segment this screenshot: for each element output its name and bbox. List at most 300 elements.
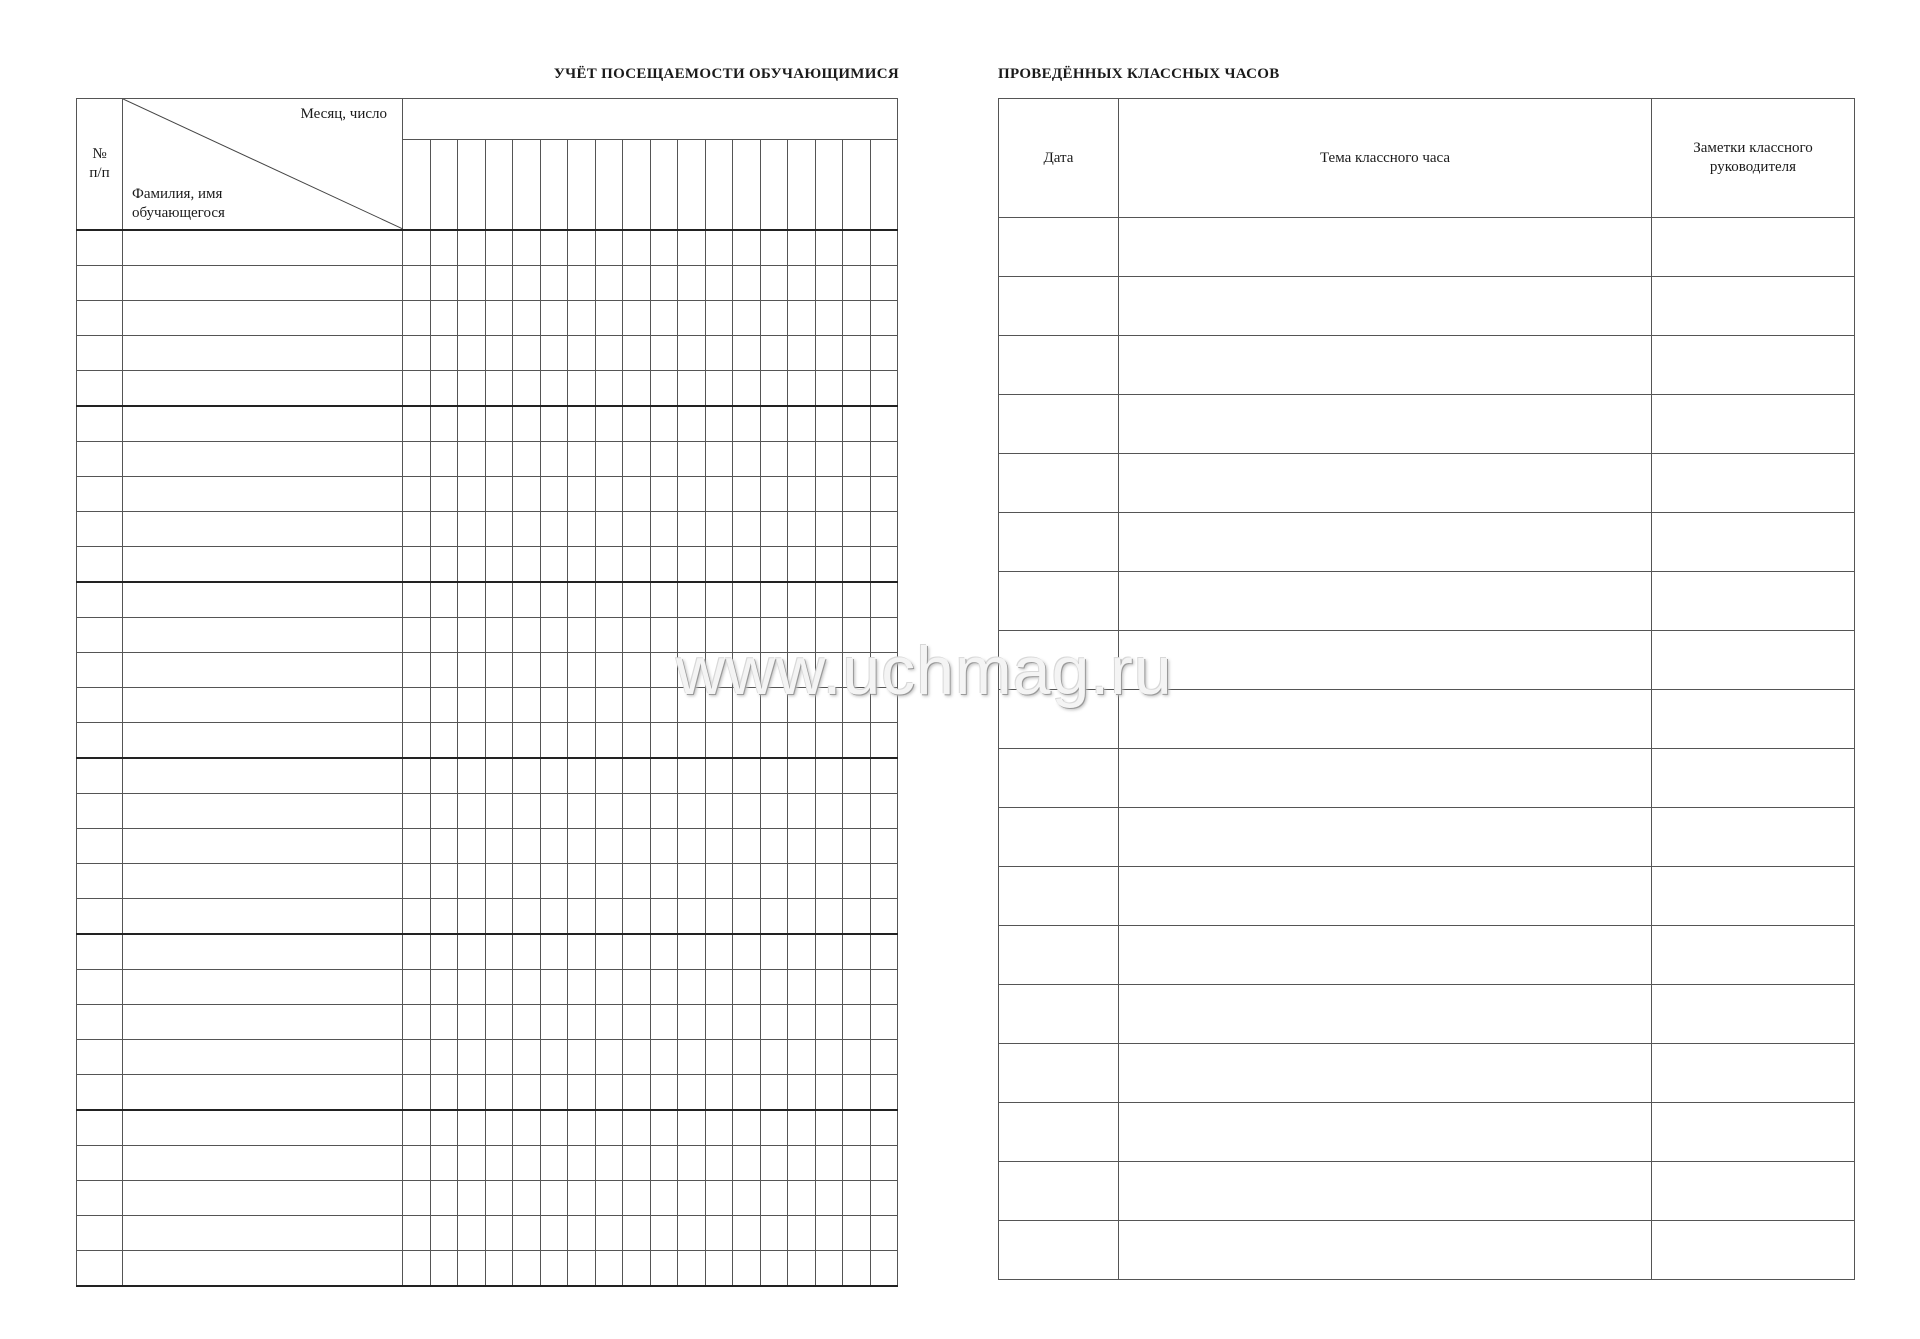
topic-cell[interactable] — [1119, 1103, 1652, 1162]
attendance-mark-cell[interactable] — [430, 1251, 458, 1287]
attendance-mark-cell[interactable] — [650, 1181, 678, 1216]
attendance-mark-cell[interactable] — [705, 582, 733, 618]
attendance-mark-cell[interactable] — [623, 970, 651, 1005]
student-name-cell[interactable] — [123, 442, 403, 477]
attendance-mark-cell[interactable] — [760, 618, 788, 653]
attendance-mark-cell[interactable] — [568, 794, 596, 829]
student-name-cell[interactable] — [123, 794, 403, 829]
attendance-mark-cell[interactable] — [870, 1251, 898, 1287]
attendance-mark-cell[interactable] — [430, 512, 458, 547]
row-number-cell[interactable] — [77, 653, 123, 688]
attendance-mark-cell[interactable] — [513, 758, 541, 794]
attendance-mark-cell[interactable] — [540, 1216, 568, 1251]
attendance-mark-cell[interactable] — [843, 477, 871, 512]
attendance-mark-cell[interactable] — [760, 934, 788, 970]
attendance-mark-cell[interactable] — [430, 547, 458, 583]
attendance-mark-cell[interactable] — [788, 758, 816, 794]
attendance-mark-cell[interactable] — [870, 794, 898, 829]
attendance-mark-cell[interactable] — [650, 1146, 678, 1181]
notes-cell[interactable] — [1652, 749, 1855, 808]
attendance-mark-cell[interactable] — [568, 688, 596, 723]
attendance-mark-cell[interactable] — [458, 794, 486, 829]
attendance-mark-cell[interactable] — [623, 618, 651, 653]
attendance-mark-cell[interactable] — [568, 829, 596, 864]
attendance-mark-cell[interactable] — [733, 371, 761, 407]
attendance-mark-cell[interactable] — [733, 230, 761, 266]
attendance-mark-cell[interactable] — [815, 301, 843, 336]
row-number-cell[interactable] — [77, 1181, 123, 1216]
attendance-mark-cell[interactable] — [678, 758, 706, 794]
attendance-mark-cell[interactable] — [623, 266, 651, 301]
student-name-cell[interactable] — [123, 582, 403, 618]
attendance-mark-cell[interactable] — [595, 1005, 623, 1040]
notes-cell[interactable] — [1652, 572, 1855, 631]
notes-cell[interactable] — [1652, 690, 1855, 749]
attendance-mark-cell[interactable] — [650, 934, 678, 970]
row-number-cell[interactable] — [77, 899, 123, 935]
attendance-mark-cell[interactable] — [513, 1110, 541, 1146]
attendance-mark-cell[interactable] — [568, 618, 596, 653]
attendance-mark-cell[interactable] — [788, 547, 816, 583]
attendance-mark-cell[interactable] — [650, 794, 678, 829]
attendance-mark-cell[interactable] — [678, 970, 706, 1005]
row-number-cell[interactable] — [77, 794, 123, 829]
attendance-mark-cell[interactable] — [458, 1181, 486, 1216]
attendance-mark-cell[interactable] — [430, 899, 458, 935]
attendance-mark-cell[interactable] — [815, 794, 843, 829]
date-cell[interactable] — [999, 218, 1119, 277]
date-cell[interactable] — [999, 1044, 1119, 1103]
attendance-mark-cell[interactable] — [788, 336, 816, 371]
date-cell[interactable] — [999, 1103, 1119, 1162]
attendance-mark-cell[interactable] — [430, 794, 458, 829]
attendance-mark-cell[interactable] — [403, 1005, 431, 1040]
attendance-mark-cell[interactable] — [650, 653, 678, 688]
attendance-mark-cell[interactable] — [705, 1110, 733, 1146]
attendance-mark-cell[interactable] — [485, 442, 513, 477]
attendance-mark-cell[interactable] — [513, 688, 541, 723]
attendance-mark-cell[interactable] — [485, 688, 513, 723]
student-name-cell[interactable] — [123, 934, 403, 970]
attendance-mark-cell[interactable] — [623, 512, 651, 547]
attendance-mark-cell[interactable] — [595, 477, 623, 512]
attendance-mark-cell[interactable] — [403, 829, 431, 864]
attendance-mark-cell[interactable] — [430, 934, 458, 970]
row-number-cell[interactable] — [77, 477, 123, 512]
attendance-mark-cell[interactable] — [595, 618, 623, 653]
attendance-mark-cell[interactable] — [513, 547, 541, 583]
attendance-mark-cell[interactable] — [540, 1075, 568, 1111]
day-header-cell[interactable] — [678, 140, 706, 230]
attendance-mark-cell[interactable] — [595, 301, 623, 336]
attendance-mark-cell[interactable] — [513, 934, 541, 970]
attendance-mark-cell[interactable] — [870, 899, 898, 935]
attendance-mark-cell[interactable] — [733, 794, 761, 829]
day-header-cell[interactable] — [458, 140, 486, 230]
attendance-mark-cell[interactable] — [678, 301, 706, 336]
topic-cell[interactable] — [1119, 336, 1652, 395]
attendance-mark-cell[interactable] — [733, 829, 761, 864]
attendance-mark-cell[interactable] — [843, 582, 871, 618]
attendance-mark-cell[interactable] — [870, 1110, 898, 1146]
attendance-mark-cell[interactable] — [485, 1110, 513, 1146]
attendance-mark-cell[interactable] — [403, 1216, 431, 1251]
attendance-mark-cell[interactable] — [733, 266, 761, 301]
attendance-mark-cell[interactable] — [843, 829, 871, 864]
attendance-mark-cell[interactable] — [458, 1075, 486, 1111]
attendance-mark-cell[interactable] — [513, 230, 541, 266]
attendance-mark-cell[interactable] — [650, 723, 678, 759]
attendance-mark-cell[interactable] — [623, 582, 651, 618]
attendance-mark-cell[interactable] — [870, 1216, 898, 1251]
attendance-mark-cell[interactable] — [870, 1075, 898, 1111]
attendance-mark-cell[interactable] — [458, 266, 486, 301]
attendance-mark-cell[interactable] — [403, 547, 431, 583]
attendance-mark-cell[interactable] — [403, 723, 431, 759]
attendance-mark-cell[interactable] — [540, 934, 568, 970]
attendance-mark-cell[interactable] — [788, 1251, 816, 1287]
attendance-mark-cell[interactable] — [870, 336, 898, 371]
attendance-mark-cell[interactable] — [650, 970, 678, 1005]
attendance-mark-cell[interactable] — [815, 618, 843, 653]
attendance-mark-cell[interactable] — [458, 406, 486, 442]
attendance-mark-cell[interactable] — [595, 970, 623, 1005]
attendance-mark-cell[interactable] — [705, 934, 733, 970]
attendance-mark-cell[interactable] — [870, 406, 898, 442]
attendance-mark-cell[interactable] — [540, 1110, 568, 1146]
attendance-mark-cell[interactable] — [705, 230, 733, 266]
attendance-mark-cell[interactable] — [568, 1216, 596, 1251]
attendance-mark-cell[interactable] — [485, 794, 513, 829]
attendance-mark-cell[interactable] — [870, 1040, 898, 1075]
attendance-mark-cell[interactable] — [485, 1216, 513, 1251]
attendance-mark-cell[interactable] — [733, 582, 761, 618]
attendance-mark-cell[interactable] — [430, 758, 458, 794]
attendance-mark-cell[interactable] — [568, 1110, 596, 1146]
attendance-mark-cell[interactable] — [485, 582, 513, 618]
row-number-cell[interactable] — [77, 442, 123, 477]
attendance-mark-cell[interactable] — [705, 477, 733, 512]
attendance-mark-cell[interactable] — [430, 442, 458, 477]
date-cell[interactable] — [999, 336, 1119, 395]
row-number-cell[interactable] — [77, 582, 123, 618]
topic-cell[interactable] — [1119, 454, 1652, 513]
row-number-cell[interactable] — [77, 1251, 123, 1287]
attendance-mark-cell[interactable] — [595, 582, 623, 618]
attendance-mark-cell[interactable] — [678, 1040, 706, 1075]
attendance-mark-cell[interactable] — [403, 301, 431, 336]
day-header-cell[interactable] — [788, 140, 816, 230]
notes-cell[interactable] — [1652, 867, 1855, 926]
attendance-mark-cell[interactable] — [485, 1040, 513, 1075]
attendance-mark-cell[interactable] — [815, 547, 843, 583]
attendance-mark-cell[interactable] — [870, 1146, 898, 1181]
attendance-mark-cell[interactable] — [403, 1110, 431, 1146]
attendance-mark-cell[interactable] — [760, 653, 788, 688]
attendance-mark-cell[interactable] — [568, 758, 596, 794]
attendance-mark-cell[interactable] — [733, 1146, 761, 1181]
attendance-mark-cell[interactable] — [458, 1216, 486, 1251]
attendance-mark-cell[interactable] — [568, 336, 596, 371]
attendance-mark-cell[interactable] — [458, 1251, 486, 1287]
attendance-mark-cell[interactable] — [623, 653, 651, 688]
attendance-mark-cell[interactable] — [733, 899, 761, 935]
attendance-mark-cell[interactable] — [815, 477, 843, 512]
attendance-mark-cell[interactable] — [870, 688, 898, 723]
attendance-mark-cell[interactable] — [623, 829, 651, 864]
attendance-mark-cell[interactable] — [595, 406, 623, 442]
attendance-mark-cell[interactable] — [760, 899, 788, 935]
attendance-mark-cell[interactable] — [678, 512, 706, 547]
day-header-cell[interactable] — [705, 140, 733, 230]
attendance-mark-cell[interactable] — [403, 512, 431, 547]
attendance-mark-cell[interactable] — [788, 477, 816, 512]
attendance-mark-cell[interactable] — [403, 1146, 431, 1181]
attendance-mark-cell[interactable] — [458, 512, 486, 547]
attendance-mark-cell[interactable] — [623, 477, 651, 512]
attendance-mark-cell[interactable] — [458, 1146, 486, 1181]
attendance-mark-cell[interactable] — [788, 794, 816, 829]
attendance-mark-cell[interactable] — [788, 1110, 816, 1146]
attendance-mark-cell[interactable] — [568, 477, 596, 512]
row-number-cell[interactable] — [77, 1216, 123, 1251]
attendance-mark-cell[interactable] — [403, 618, 431, 653]
student-name-cell[interactable] — [123, 266, 403, 301]
attendance-mark-cell[interactable] — [705, 618, 733, 653]
attendance-mark-cell[interactable] — [458, 864, 486, 899]
attendance-mark-cell[interactable] — [540, 723, 568, 759]
attendance-mark-cell[interactable] — [815, 1075, 843, 1111]
attendance-mark-cell[interactable] — [650, 1075, 678, 1111]
row-number-cell[interactable] — [77, 970, 123, 1005]
date-cell[interactable] — [999, 454, 1119, 513]
attendance-mark-cell[interactable] — [623, 547, 651, 583]
topic-cell[interactable] — [1119, 985, 1652, 1044]
attendance-mark-cell[interactable] — [650, 547, 678, 583]
attendance-mark-cell[interactable] — [458, 934, 486, 970]
student-name-cell[interactable] — [123, 230, 403, 266]
attendance-mark-cell[interactable] — [430, 618, 458, 653]
row-number-cell[interactable] — [77, 406, 123, 442]
attendance-mark-cell[interactable] — [843, 934, 871, 970]
attendance-mark-cell[interactable] — [595, 899, 623, 935]
attendance-mark-cell[interactable] — [760, 723, 788, 759]
attendance-mark-cell[interactable] — [513, 1216, 541, 1251]
attendance-mark-cell[interactable] — [485, 934, 513, 970]
attendance-mark-cell[interactable] — [760, 547, 788, 583]
attendance-mark-cell[interactable] — [485, 547, 513, 583]
attendance-mark-cell[interactable] — [568, 1040, 596, 1075]
attendance-mark-cell[interactable] — [705, 371, 733, 407]
attendance-mark-cell[interactable] — [705, 266, 733, 301]
attendance-mark-cell[interactable] — [705, 1216, 733, 1251]
attendance-mark-cell[interactable] — [458, 1040, 486, 1075]
attendance-mark-cell[interactable] — [678, 547, 706, 583]
notes-cell[interactable] — [1652, 926, 1855, 985]
attendance-mark-cell[interactable] — [540, 442, 568, 477]
attendance-mark-cell[interactable] — [678, 1251, 706, 1287]
attendance-mark-cell[interactable] — [650, 864, 678, 899]
attendance-mark-cell[interactable] — [458, 899, 486, 935]
attendance-mark-cell[interactable] — [870, 582, 898, 618]
attendance-mark-cell[interactable] — [568, 1075, 596, 1111]
attendance-mark-cell[interactable] — [678, 934, 706, 970]
student-name-cell[interactable] — [123, 1075, 403, 1111]
attendance-mark-cell[interactable] — [650, 829, 678, 864]
student-name-cell[interactable] — [123, 723, 403, 759]
attendance-mark-cell[interactable] — [733, 1005, 761, 1040]
attendance-mark-cell[interactable] — [843, 547, 871, 583]
attendance-mark-cell[interactable] — [760, 1075, 788, 1111]
student-name-cell[interactable] — [123, 477, 403, 512]
date-cell[interactable] — [999, 1221, 1119, 1280]
attendance-mark-cell[interactable] — [540, 1181, 568, 1216]
attendance-mark-cell[interactable] — [513, 512, 541, 547]
topic-cell[interactable] — [1119, 218, 1652, 277]
attendance-mark-cell[interactable] — [403, 336, 431, 371]
attendance-mark-cell[interactable] — [843, 336, 871, 371]
attendance-mark-cell[interactable] — [403, 934, 431, 970]
attendance-mark-cell[interactable] — [650, 512, 678, 547]
topic-cell[interactable] — [1119, 1221, 1652, 1280]
row-number-cell[interactable] — [77, 829, 123, 864]
attendance-mark-cell[interactable] — [595, 230, 623, 266]
row-number-cell[interactable] — [77, 1110, 123, 1146]
attendance-mark-cell[interactable] — [650, 371, 678, 407]
topic-cell[interactable] — [1119, 1162, 1652, 1221]
topic-cell[interactable] — [1119, 1044, 1652, 1103]
attendance-mark-cell[interactable] — [733, 934, 761, 970]
notes-cell[interactable] — [1652, 631, 1855, 690]
attendance-mark-cell[interactable] — [815, 899, 843, 935]
date-cell[interactable] — [999, 867, 1119, 926]
attendance-mark-cell[interactable] — [403, 230, 431, 266]
day-header-cell[interactable] — [540, 140, 568, 230]
day-header-cell[interactable] — [815, 140, 843, 230]
student-name-cell[interactable] — [123, 1005, 403, 1040]
attendance-mark-cell[interactable] — [788, 1075, 816, 1111]
attendance-mark-cell[interactable] — [540, 899, 568, 935]
attendance-mark-cell[interactable] — [623, 1216, 651, 1251]
attendance-mark-cell[interactable] — [815, 653, 843, 688]
attendance-mark-cell[interactable] — [458, 547, 486, 583]
attendance-mark-cell[interactable] — [430, 477, 458, 512]
attendance-mark-cell[interactable] — [540, 758, 568, 794]
date-cell[interactable] — [999, 690, 1119, 749]
attendance-mark-cell[interactable] — [595, 723, 623, 759]
attendance-mark-cell[interactable] — [595, 794, 623, 829]
attendance-mark-cell[interactable] — [540, 970, 568, 1005]
attendance-mark-cell[interactable] — [843, 371, 871, 407]
attendance-mark-cell[interactable] — [733, 970, 761, 1005]
attendance-mark-cell[interactable] — [705, 899, 733, 935]
attendance-mark-cell[interactable] — [595, 1251, 623, 1287]
attendance-mark-cell[interactable] — [595, 758, 623, 794]
attendance-mark-cell[interactable] — [485, 723, 513, 759]
attendance-mark-cell[interactable] — [430, 1040, 458, 1075]
attendance-mark-cell[interactable] — [678, 1005, 706, 1040]
notes-cell[interactable] — [1652, 1103, 1855, 1162]
attendance-mark-cell[interactable] — [485, 266, 513, 301]
row-number-cell[interactable] — [77, 547, 123, 583]
attendance-mark-cell[interactable] — [403, 970, 431, 1005]
attendance-mark-cell[interactable] — [513, 477, 541, 512]
attendance-mark-cell[interactable] — [788, 266, 816, 301]
attendance-mark-cell[interactable] — [623, 934, 651, 970]
attendance-mark-cell[interactable] — [595, 934, 623, 970]
attendance-mark-cell[interactable] — [458, 723, 486, 759]
attendance-mark-cell[interactable] — [623, 794, 651, 829]
attendance-mark-cell[interactable] — [705, 688, 733, 723]
attendance-mark-cell[interactable] — [485, 829, 513, 864]
attendance-mark-cell[interactable] — [568, 442, 596, 477]
attendance-mark-cell[interactable] — [788, 406, 816, 442]
attendance-mark-cell[interactable] — [513, 582, 541, 618]
day-header-cell[interactable] — [623, 140, 651, 230]
attendance-mark-cell[interactable] — [678, 653, 706, 688]
student-name-cell[interactable] — [123, 371, 403, 407]
attendance-mark-cell[interactable] — [870, 653, 898, 688]
attendance-mark-cell[interactable] — [513, 618, 541, 653]
row-number-cell[interactable] — [77, 371, 123, 407]
attendance-mark-cell[interactable] — [403, 1181, 431, 1216]
attendance-mark-cell[interactable] — [485, 1005, 513, 1040]
attendance-mark-cell[interactable] — [733, 653, 761, 688]
attendance-mark-cell[interactable] — [430, 336, 458, 371]
attendance-mark-cell[interactable] — [540, 688, 568, 723]
attendance-mark-cell[interactable] — [870, 230, 898, 266]
attendance-mark-cell[interactable] — [485, 970, 513, 1005]
attendance-mark-cell[interactable] — [733, 301, 761, 336]
attendance-mark-cell[interactable] — [733, 758, 761, 794]
attendance-mark-cell[interactable] — [568, 547, 596, 583]
attendance-mark-cell[interactable] — [568, 371, 596, 407]
attendance-mark-cell[interactable] — [430, 371, 458, 407]
attendance-mark-cell[interactable] — [403, 864, 431, 899]
attendance-mark-cell[interactable] — [705, 406, 733, 442]
row-number-cell[interactable] — [77, 230, 123, 266]
attendance-mark-cell[interactable] — [430, 970, 458, 1005]
attendance-mark-cell[interactable] — [430, 864, 458, 899]
attendance-mark-cell[interactable] — [733, 512, 761, 547]
day-header-cell[interactable] — [568, 140, 596, 230]
attendance-mark-cell[interactable] — [870, 829, 898, 864]
topic-cell[interactable] — [1119, 867, 1652, 926]
student-name-cell[interactable] — [123, 1216, 403, 1251]
attendance-mark-cell[interactable] — [568, 1005, 596, 1040]
attendance-mark-cell[interactable] — [485, 1251, 513, 1287]
row-number-cell[interactable] — [77, 618, 123, 653]
day-header-cell[interactable] — [513, 140, 541, 230]
attendance-mark-cell[interactable] — [485, 653, 513, 688]
day-header-cell[interactable] — [843, 140, 871, 230]
attendance-mark-cell[interactable] — [733, 618, 761, 653]
attendance-mark-cell[interactable] — [513, 899, 541, 935]
attendance-mark-cell[interactable] — [733, 336, 761, 371]
attendance-mark-cell[interactable] — [815, 442, 843, 477]
attendance-mark-cell[interactable] — [760, 970, 788, 1005]
attendance-mark-cell[interactable] — [733, 688, 761, 723]
attendance-mark-cell[interactable] — [623, 1040, 651, 1075]
attendance-mark-cell[interactable] — [403, 442, 431, 477]
attendance-mark-cell[interactable] — [485, 1181, 513, 1216]
attendance-mark-cell[interactable] — [760, 1251, 788, 1287]
attendance-mark-cell[interactable] — [513, 406, 541, 442]
date-cell[interactable] — [999, 277, 1119, 336]
student-name-cell[interactable] — [123, 829, 403, 864]
attendance-mark-cell[interactable] — [788, 371, 816, 407]
attendance-mark-cell[interactable] — [760, 864, 788, 899]
